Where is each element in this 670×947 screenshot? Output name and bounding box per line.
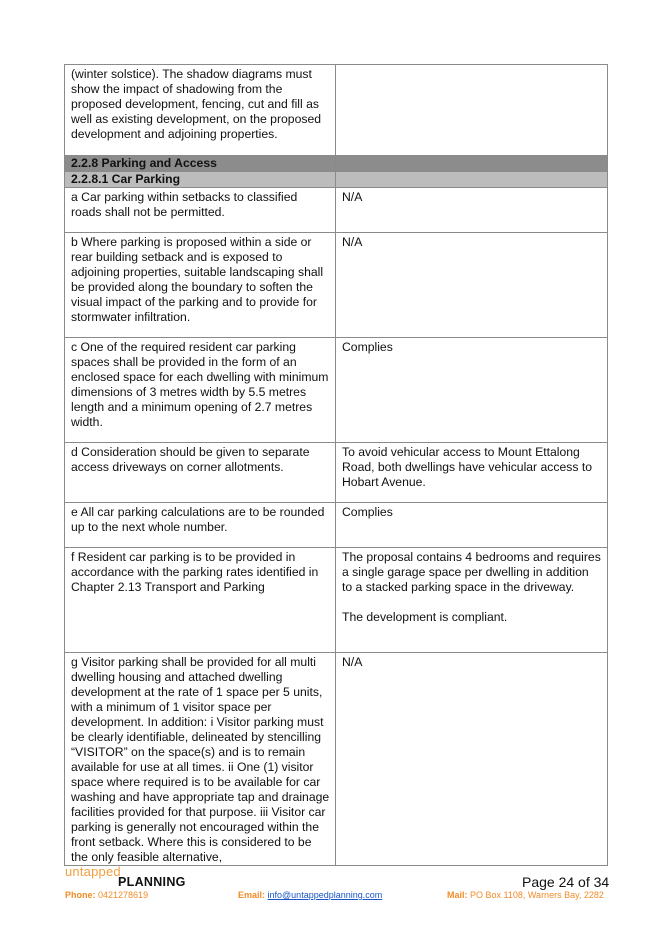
requirement-cell — [65, 338, 336, 443]
requirement-cell — [65, 548, 336, 653]
response-cell — [336, 653, 608, 866]
response-text: Complies — [342, 505, 393, 519]
requirement-text: b Where parking is proposed within a side or rear building setback and is exposed to adjoining properties, suitable landscaping shall be provided along the boundary to soften the visual impact of the parking and to provide for stormwater infiltration. — [71, 235, 324, 324]
response-cell — [336, 188, 608, 233]
response-cell — [336, 233, 608, 338]
response-text: N/A — [342, 655, 363, 669]
response-text: The development is compliant. — [342, 610, 508, 624]
response-cell — [336, 65, 608, 156]
table-row — [65, 338, 608, 443]
response-cell — [336, 548, 608, 653]
response-text: Complies — [342, 340, 393, 354]
response-text: N/A — [342, 190, 363, 204]
table-row — [65, 65, 608, 156]
contact-phone — [65, 890, 148, 900]
requirement-text: g Visitor parking shall be provided for all multi dwelling housing and attached dwelling development at the rate of 1 space per 5 units, with a minimum of 1 visitor space per development. In addition: i Visitor parking must be clearly identifiable, delineated by stencilling “VISITOR” on the space(s) and is to remain available for use at all times. ii One (1) visitor space where required is to be available for car washing and have appropriate tap and drainage facilities provided for that purpose. iii Visitor car parking is generally not encouraged within the front setback. Where this is considered to be the only feasible alternative, — [71, 655, 330, 864]
requirement-cell — [65, 188, 336, 233]
email-link[interactable]: info@untappedplanning.com — [267, 890, 383, 900]
page-footer — [0, 862, 670, 922]
page-number: Page 24 of 34 — [522, 874, 610, 890]
table-row — [65, 188, 608, 233]
requirement-text: (winter solstice). The shadow diagrams must show the impact of shadowing from the proposed development, fencing, cut and fill as well as existing development, on the proposed development and adjoining properties. — [71, 67, 321, 141]
table-row — [65, 233, 608, 338]
requirement-text: c One of the required resident car parking spaces shall be provided in the form of an enclosed space for each dwelling with minimum dimensions of 3 metres width by 5.5 metres length and a minimum opening of 2.7 metres width. — [71, 340, 329, 429]
requirement-text: d Consideration should be given to separate access driveways on corner allotments. — [71, 445, 310, 474]
table-row — [65, 503, 608, 548]
requirement-cell — [65, 653, 336, 866]
requirement-text: f Resident car parking is to be provided in accordance with the parking rates identified in Chapter 2.13 Transport and Parking — [71, 550, 319, 594]
response-cell — [336, 443, 608, 503]
table-row — [65, 548, 608, 653]
response-cell — [336, 338, 608, 443]
requirement-cell — [65, 65, 336, 156]
logo-top-text: untapped — [65, 864, 121, 879]
section-heading-blank — [336, 156, 608, 172]
email-label: Email: — [238, 890, 266, 900]
logo-bottom-text: PLANNING — [118, 875, 186, 889]
response-cell — [336, 503, 608, 548]
mail-label: Mail: — [447, 890, 468, 900]
company-logo — [65, 864, 185, 890]
subsection-heading: 2.2.8.1 Car Parking — [65, 172, 336, 188]
table-row — [65, 653, 608, 866]
section-heading-row — [65, 156, 608, 172]
compliance-table — [64, 64, 608, 866]
requirement-cell — [65, 443, 336, 503]
requirement-cell — [65, 233, 336, 338]
subsection-heading-row — [65, 172, 608, 188]
table-row — [65, 443, 608, 503]
contact-email — [238, 890, 382, 900]
requirement-text: e All car parking calculations are to be rounded up to the next whole number. — [71, 505, 325, 534]
response-text: The proposal contains 4 bedrooms and requires a single garage space per dwelling in addition to a stacked parking space in the driveway. — [342, 550, 601, 594]
subsection-heading-blank — [336, 172, 608, 188]
response-text: To avoid vehicular access to Mount Ettalong Road, both dwellings have vehicular access to Hobart Avenue. — [342, 445, 592, 489]
contact-mail — [447, 890, 604, 900]
phone-label: Phone: — [65, 890, 96, 900]
section-heading: 2.2.8 Parking and Access — [65, 156, 336, 172]
mail-value: PO Box 1108, Warners Bay, 2282 — [470, 890, 604, 900]
requirement-cell — [65, 503, 336, 548]
phone-value: 0421278619 — [98, 890, 149, 900]
response-text: N/A — [342, 235, 363, 249]
requirement-text: a Car parking within setbacks to classified roads shall not be permitted. — [71, 190, 298, 219]
